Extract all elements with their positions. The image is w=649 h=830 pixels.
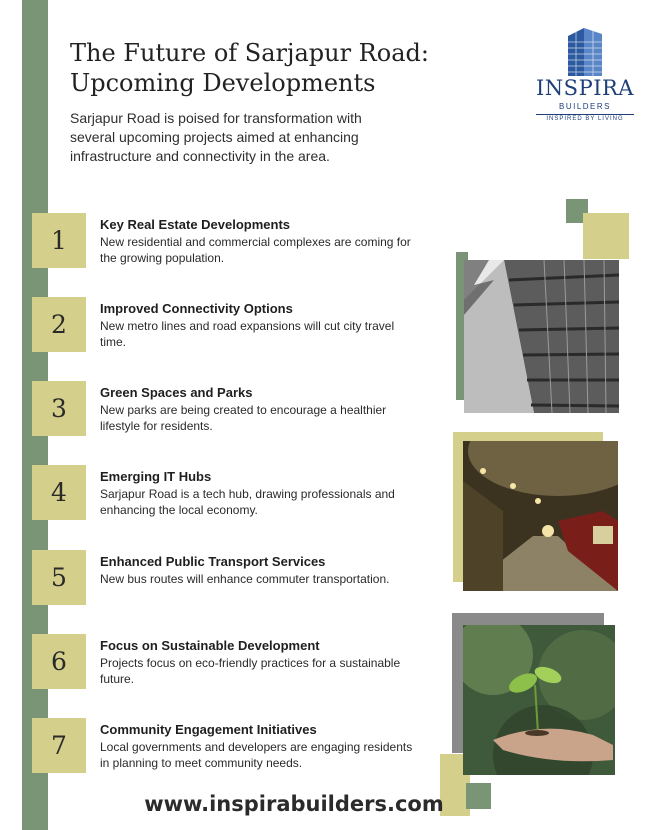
- decorative-square: [583, 213, 629, 259]
- item-title: Emerging IT Hubs: [100, 469, 212, 484]
- item-title: Key Real Estate Developments: [100, 217, 291, 232]
- logo-name: INSPIRA: [536, 76, 634, 100]
- number-badge: 4: [32, 465, 86, 520]
- item-description: Local governments and developers are engaging residents in planning to meet community needs.: [100, 740, 413, 770]
- logo-sub: BUILDERS: [558, 102, 611, 111]
- number-badge: 5: [32, 550, 86, 605]
- number-badge: 2: [32, 297, 86, 352]
- item-description: New residential and commercial complexes are coming for the growing population.: [100, 235, 411, 265]
- list-item: [32, 465, 427, 521]
- list-item: [32, 718, 427, 774]
- metro-photo: [463, 441, 618, 591]
- number-badge: 3: [32, 381, 86, 436]
- intro-text: Sarjapur Road is poised for transformation with several upcoming projects aimed at enhancing infrastructure and connectivity in the area.: [70, 110, 362, 164]
- item-title: Enhanced Public Transport Services: [100, 554, 326, 569]
- tower-logo-icon: [564, 26, 606, 76]
- page-title: [70, 38, 450, 98]
- title-line-2: Upcoming Developments: [70, 69, 376, 97]
- logo-tagline: INSPIRED BY LIVING: [536, 114, 634, 122]
- number-badge: 1: [32, 213, 86, 268]
- item-description: Projects focus on eco-friendly practices for a sustainable future.: [100, 656, 401, 686]
- item-title: Community Engagement Initiatives: [100, 722, 317, 737]
- list-item: [32, 550, 427, 606]
- list-item: [32, 213, 427, 269]
- item-title: Improved Connectivity Options: [100, 301, 293, 316]
- title-line-1: The Future of Sarjapur Road:: [70, 39, 429, 67]
- item-description: Sarjapur Road is a tech hub, drawing professionals and enhancing the local economy.: [100, 487, 395, 517]
- list-item: [32, 297, 427, 353]
- item-title: Green Spaces and Parks: [100, 385, 253, 400]
- list-item: [32, 634, 427, 690]
- seedling-photo: [463, 625, 615, 775]
- number-badge: 6: [32, 634, 86, 689]
- item-description: New parks are being created to encourage a healthier lifestyle for residents.: [100, 403, 387, 433]
- item-description: New metro lines and road expansions will cut city travel time.: [100, 319, 395, 349]
- item-title: Focus on Sustainable Development: [100, 638, 320, 653]
- website-link[interactable]: www.inspirabuilders.com: [144, 792, 444, 816]
- list-item: [32, 381, 427, 437]
- number-badge: 7: [32, 718, 86, 773]
- building-photo: [464, 260, 619, 413]
- company-logo: [536, 26, 634, 126]
- item-description: New bus routes will enhance commuter transportation.: [100, 572, 390, 586]
